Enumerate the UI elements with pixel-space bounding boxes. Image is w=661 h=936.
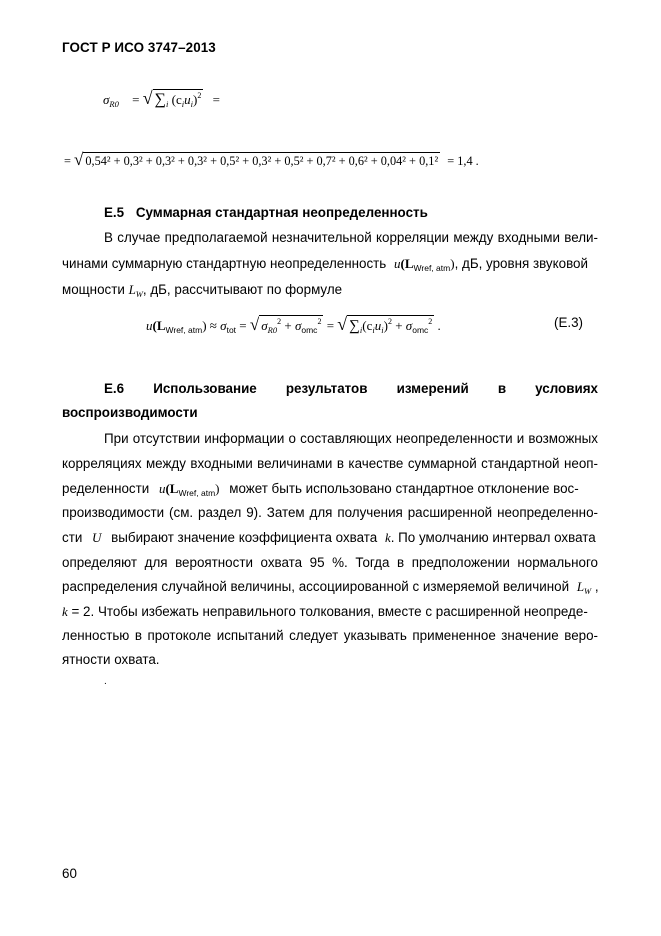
text: = 2. Чтобы избежать неправильного толкования, вместе с расширенной неопреде-: [71, 604, 588, 619]
sqrt-sign: √: [74, 150, 84, 169]
sigma-omc: σ: [294, 318, 302, 333]
U-symbol: U: [92, 530, 102, 545]
u-arg-subscript: Wref, atm: [165, 325, 203, 335]
section-e6-heading-line2: воспроизводимости: [62, 405, 198, 420]
power-2: 2: [387, 317, 392, 326]
text: мощности: [62, 282, 125, 297]
sum-symbol: ∑: [154, 91, 167, 108]
section-title: Суммарная стандартная неопределенность: [135, 205, 428, 220]
power-2: 2: [317, 317, 322, 326]
e6-line-5: [62, 530, 598, 546]
text: , дБ, рассчитывают по формуле: [142, 282, 343, 297]
u-i-subscript: i: [381, 325, 384, 335]
sigma-omc: σ: [405, 318, 413, 333]
e6-line-7: [62, 579, 598, 596]
sigma-tot: σ: [220, 318, 227, 333]
equation-label: (Е.3): [554, 315, 584, 330]
title-word-2: результатов: [285, 381, 368, 396]
e5-line-3: [62, 282, 598, 299]
page-number: 60: [62, 866, 77, 881]
u-arg-subscript: Wref, atm: [413, 263, 451, 273]
equals-sign: =: [239, 318, 247, 333]
u-symbol: u: [146, 318, 153, 333]
paren-open: (c: [362, 318, 373, 333]
text: ,: [594, 579, 599, 594]
u-arg: (L: [152, 318, 166, 333]
text: выбирают значение коэффициента охвата: [111, 530, 378, 545]
k-symbol: k: [62, 604, 68, 619]
u-expression: [159, 481, 220, 496]
e6-line-8: [62, 604, 598, 620]
e6-line-1: При отсутствии информации о составляющих неопределенности и возможных: [104, 431, 598, 446]
sqrt-sign: √: [249, 315, 260, 334]
c-subscript: i: [372, 325, 375, 335]
formula-e3: [146, 314, 441, 335]
sqrt-body: [153, 89, 204, 109]
k-symbol: k: [384, 530, 391, 545]
e6-line-3: [62, 481, 598, 498]
e6-line-4: производимости (см. раздел 9). Затем для получения расширенной неопределенно-: [62, 505, 598, 520]
L-subscript: W: [135, 289, 143, 299]
u-arg: (L: [400, 256, 414, 271]
e6-line-10: ятности охвата.: [62, 652, 160, 667]
paren-open: (c: [171, 92, 182, 107]
sqrt-radicand: 0,54² + 0,3² + 0,3² + 0,3² + 0,5² + 0,3² + 0,5² + 0,7² + 0,6² + 0,04² + 0,1²: [85, 154, 439, 168]
u-close: ): [450, 256, 455, 271]
text: чинами суммарную стандартную неопределенность: [62, 256, 387, 271]
title-word-5: условиях: [535, 381, 598, 396]
L-subscript: W: [584, 586, 592, 596]
document-header: ГОСТ Р ИСО 3747–2013: [62, 40, 216, 55]
text: ределенности: [62, 481, 150, 496]
title-word-4: в: [497, 381, 507, 396]
e5-line-2: [62, 256, 598, 273]
paren-close: ): [193, 92, 198, 107]
e6-line-9: ленностью в протоколе испытаний следует указывать примененное значение веро-: [62, 628, 598, 643]
formula-numeric: [64, 150, 479, 170]
title-word-1: Использование: [153, 381, 257, 396]
sqrt-body-1: [259, 315, 323, 335]
equals-sign-2: =: [326, 318, 335, 333]
u-subscript: i: [190, 99, 193, 109]
section-number: Е.6: [104, 381, 125, 396]
title-word-3: измерений: [396, 381, 469, 396]
equals-sign-2: =: [212, 92, 220, 107]
formula-sigma-r0: [103, 88, 220, 109]
u-symbol: u: [184, 92, 191, 107]
stray-dot: .: [104, 676, 107, 687]
u-arg-subscript: Wref, atm: [178, 488, 216, 498]
power-2: 2: [197, 91, 202, 100]
e6-line-6: определяют для вероятности охвата 95 %. Тогда в предположении нормального: [62, 555, 598, 570]
section-e5-heading: [104, 205, 428, 220]
u-symbol: u: [158, 481, 166, 496]
section-e6-heading-line1: [104, 381, 598, 396]
u-arg: (L: [165, 481, 179, 496]
power-2: 2: [277, 317, 282, 326]
L-symbol: L: [128, 282, 136, 297]
paren-close: ): [383, 318, 388, 333]
text: сти: [62, 530, 83, 545]
end-dot: .: [437, 318, 441, 333]
sqrt-sign: √: [142, 88, 153, 108]
sigma-subscript: R0: [109, 99, 119, 109]
power-2: 2: [428, 317, 433, 326]
text: может быть использовано стандартное отклонение вос-: [229, 481, 579, 496]
sigma-symbol: σ: [103, 92, 110, 107]
L-symbol: L: [576, 579, 585, 594]
u-close: ): [202, 318, 207, 333]
sigma-omc-subscript: omc: [412, 325, 429, 335]
sum-index: i: [359, 325, 363, 335]
plus-sign: +: [284, 318, 292, 333]
section-number: Е.5: [104, 205, 125, 220]
sigma-tot-subscript: tot: [226, 325, 237, 335]
plus-sign: +: [395, 318, 403, 333]
text: , дБ, уровня звуковой: [454, 256, 588, 271]
sqrt-body-2: [347, 315, 434, 335]
result-value: = 1,4 .: [447, 154, 479, 168]
text: распределения случайной величины, ассоциированной с измеряемой величиной: [62, 579, 570, 594]
approx-sign: ≈: [209, 318, 217, 333]
sigma-omc-subscript: omc: [301, 325, 318, 335]
e5-line-1: В случае предполагаемой незначительной корреляции между входными вели-: [104, 230, 598, 245]
sum-index: i: [166, 99, 169, 109]
sqrt-sign: √: [337, 314, 348, 334]
u-close: ): [215, 481, 220, 496]
equals-lead: =: [64, 154, 71, 168]
e6-line-2: корреляциях между входными величинами в качестве суммарной стандартной неоп-: [62, 456, 598, 471]
equals-sign: =: [132, 92, 140, 107]
u-i: u: [374, 318, 382, 333]
text: . По умолчанию интервал охвата: [390, 530, 596, 545]
c-subscript: i: [181, 99, 185, 109]
sigma-r0: σ: [261, 318, 268, 333]
u-symbol: u: [394, 256, 401, 271]
sum-symbol: ∑: [349, 318, 360, 334]
u-expression: [394, 256, 455, 271]
sigma-r0-subscript: R0: [267, 325, 278, 335]
